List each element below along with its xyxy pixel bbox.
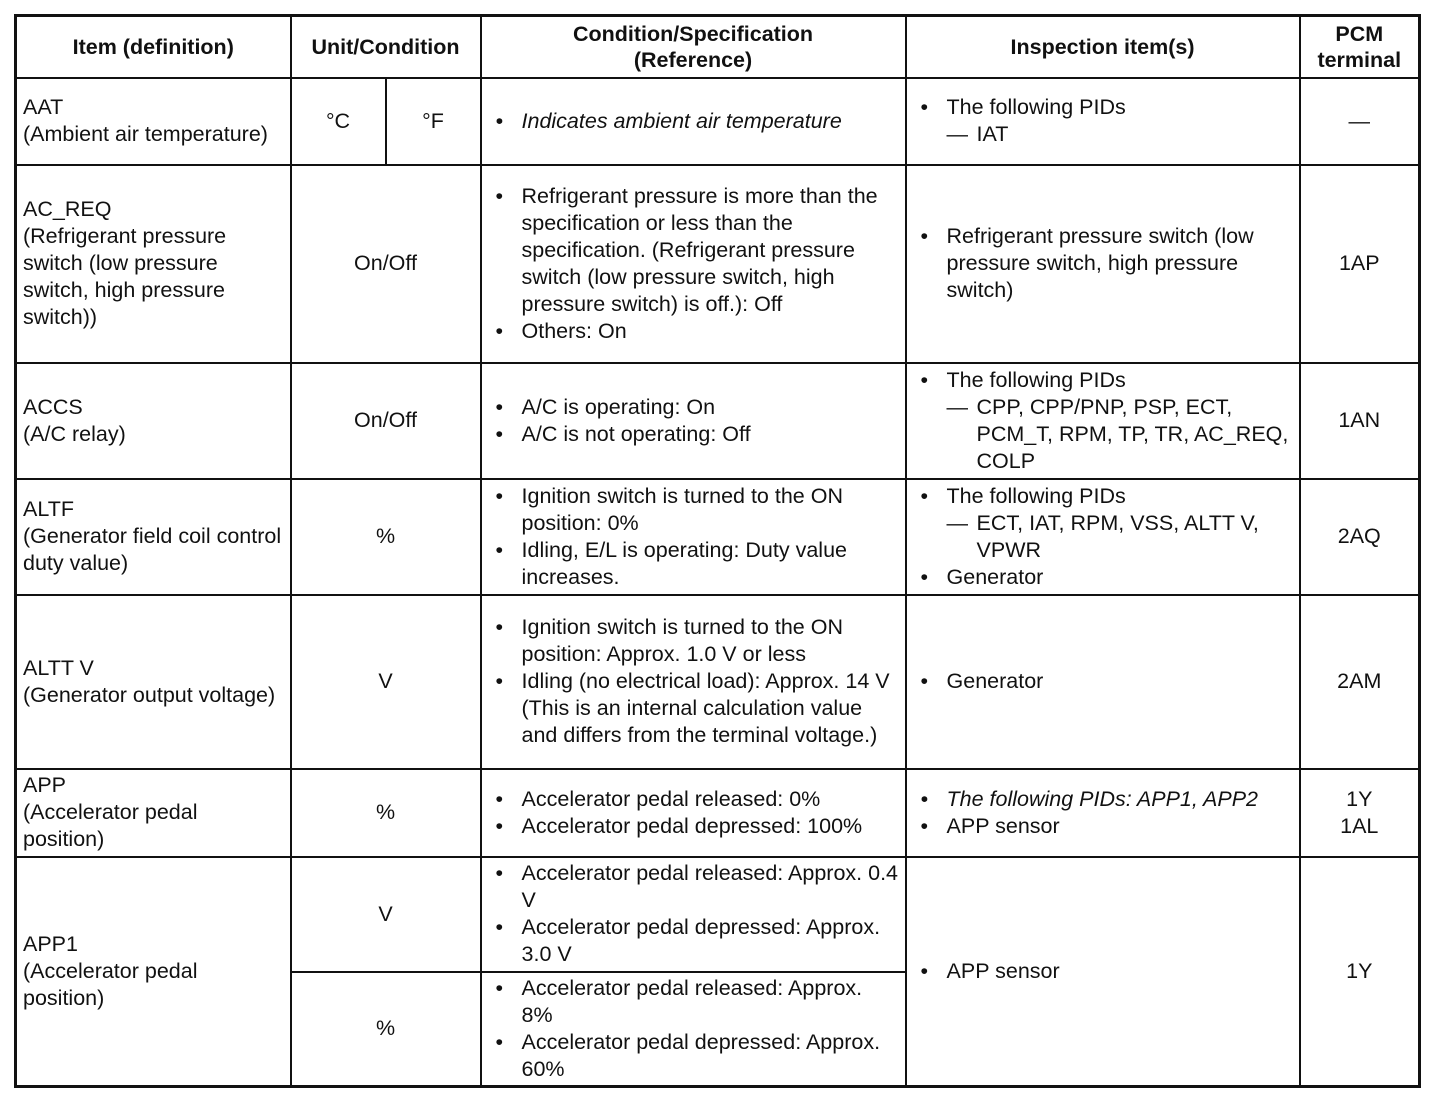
inspect-cell (906, 479, 1300, 595)
spec-item: • A/C is operating: On (488, 394, 899, 421)
table-row-ac-req (16, 165, 1420, 363)
item-definition: (A/C relay) (23, 421, 126, 446)
item-name: APP (23, 773, 67, 797)
spec-cell (481, 857, 906, 972)
pcm-terminal: 1AP (1300, 165, 1420, 363)
header-pcm (1300, 16, 1420, 78)
inspect-cell (906, 595, 1300, 769)
item-name: ALTT V (23, 655, 94, 680)
spec-item: • Ignition switch is turned to the ON position: 0% (488, 483, 899, 537)
item-name: AAT (23, 95, 64, 119)
inspect-text: The following PIDs (946, 483, 1126, 508)
inspect-item: • The following PIDs: APP1, APP2 (913, 786, 1293, 813)
header-pcm-line1: PCM (1335, 21, 1384, 46)
spec-item: • A/C is not operating: Off (488, 421, 899, 448)
pcm-terminal-line1: 1Y (1346, 786, 1373, 811)
table-row-app1-volt (16, 857, 1420, 972)
header-spec-line2: (Reference) (633, 47, 753, 72)
pcm-terminal: 2AM (1300, 595, 1420, 769)
header-row (16, 16, 1420, 78)
inspect-cell (906, 78, 1300, 165)
spec-cell (481, 769, 906, 857)
unit-cell: On/Off (291, 165, 481, 363)
item-name: ACCS (23, 394, 83, 419)
unit-cell: % (291, 769, 481, 857)
pcm-terminal: 1Y (1300, 857, 1420, 1087)
inspect-text: The following PIDs (946, 367, 1126, 392)
header-inspect: Inspection item(s) (906, 16, 1300, 78)
unit-cell: % (291, 972, 481, 1087)
spec-item: • Ignition switch is turned to the ON position: Approx. 1.0 V or less (488, 614, 899, 668)
item-definition: (Ambient air temperature) (23, 122, 268, 146)
header-unit: Unit/Condition (291, 16, 481, 78)
item-cell (16, 363, 291, 479)
spec-cell (481, 165, 906, 363)
inspect-sub: — CPP, CPP/PNP, PSP, ECT, PCM_T, RPM, TP, TR, AC_REQ, COLP (946, 394, 1289, 473)
table-row-accs (16, 363, 1420, 479)
inspect-sub-text: IAT (976, 122, 1009, 146)
inspect-cell (906, 165, 1300, 363)
pcm-terminal (1300, 769, 1420, 857)
item-cell (16, 78, 291, 165)
table-row-altf (16, 479, 1420, 595)
spec-item: • Others: On (488, 318, 899, 345)
item-cell (16, 857, 291, 1087)
item-name: AC_REQ (23, 197, 112, 221)
unit-cell: % (291, 479, 481, 595)
inspect-item (913, 367, 1293, 475)
pcm-terminal: 1AN (1300, 363, 1420, 479)
pcm-terminal-line2: 1AL (1340, 813, 1379, 838)
item-definition: (Accelerator pedal position) (23, 958, 198, 1010)
inspect-sub: — IAT (946, 122, 1009, 146)
unit-cell: V (291, 857, 481, 972)
item-definition: (Refrigerant pressure switch (low pressure switch, high pressure switch)) (23, 224, 227, 329)
spec-cell (481, 479, 906, 595)
unit-cell: V (291, 595, 481, 769)
spec-cell (481, 78, 906, 165)
inspect-text: The following PIDs (946, 95, 1126, 119)
spec-item: • Idling (no electrical load): Approx. 14 V (This is an internal calculation value and differs from the terminal voltage.) (488, 668, 899, 749)
inspect-cell (906, 363, 1300, 479)
header-pcm-line2: terminal (1317, 47, 1402, 72)
item-cell (16, 165, 291, 363)
spec-item: • Accelerator pedal released: 0% (488, 786, 899, 813)
item-definition: (Accelerator pedal position) (23, 800, 198, 851)
header-spec (481, 16, 906, 78)
spec-item: • Accelerator pedal depressed: Approx. 60% (488, 1029, 899, 1083)
spec-item: • Accelerator pedal depressed: 100% (488, 813, 899, 840)
inspect-item (913, 94, 1293, 148)
pid-monitor-table (14, 14, 1421, 1088)
pcm-terminal: 2AQ (1300, 479, 1420, 595)
inspect-item: • Generator (913, 564, 1293, 591)
inspect-item: • APP sensor (913, 958, 1293, 985)
item-cell (16, 595, 291, 769)
inspect-item (913, 483, 1293, 564)
table-row-aat (16, 78, 1420, 165)
item-cell (16, 769, 291, 857)
spec-cell (481, 972, 906, 1087)
inspect-sub-text: CPP, CPP/PNP, PSP, ECT, PCM_T, RPM, TP, TR, AC_REQ, COLP (976, 394, 1289, 473)
spec-item: • Indicates ambient air temperature (488, 108, 899, 135)
inspect-cell (906, 769, 1300, 857)
inspect-sub-text: ECT, IAT, RPM, VSS, ALTT V, VPWR (976, 510, 1259, 562)
inspect-item: • Refrigerant pressure switch (low pressure switch, high pressure switch) (913, 223, 1293, 304)
item-name: ALTF (23, 497, 74, 521)
inspect-sub: — ECT, IAT, RPM, VSS, ALTT V, VPWR (946, 510, 1259, 562)
item-definition: (Generator field coil control duty value) (23, 524, 282, 575)
spec-cell (481, 363, 906, 479)
unit-celsius: °C (291, 78, 386, 165)
item-definition: (Generator output voltage) (23, 682, 276, 707)
table-row-altt-v (16, 595, 1420, 769)
header-spec-line1: Condition/Specification (572, 21, 814, 46)
spec-item: • Refrigerant pressure is more than the specification or less than the specification. (Refrigerant pressure switch (low pressure switch, high pressure switch) is off.): Off (488, 183, 899, 318)
inspect-cell (906, 857, 1300, 1087)
table-row-app (16, 769, 1420, 857)
spec-item: • Accelerator pedal depressed: Approx. 3.0 V (488, 914, 899, 968)
header-item: Item (definition) (16, 16, 291, 78)
pcm-terminal: — (1300, 78, 1420, 165)
spec-item: • Idling, E/L is operating: Duty value increases. (488, 537, 899, 591)
item-cell (16, 479, 291, 595)
item-name: APP1 (23, 931, 78, 956)
unit-fahrenheit: °F (386, 78, 481, 165)
unit-cell: On/Off (291, 363, 481, 479)
spec-item: • Accelerator pedal released: Approx. 8% (488, 975, 899, 1029)
spec-item: • Accelerator pedal released: Approx. 0.4 V (488, 860, 899, 914)
inspect-item: • APP sensor (913, 813, 1293, 840)
inspect-item: • Generator (913, 668, 1293, 695)
spec-cell (481, 595, 906, 769)
